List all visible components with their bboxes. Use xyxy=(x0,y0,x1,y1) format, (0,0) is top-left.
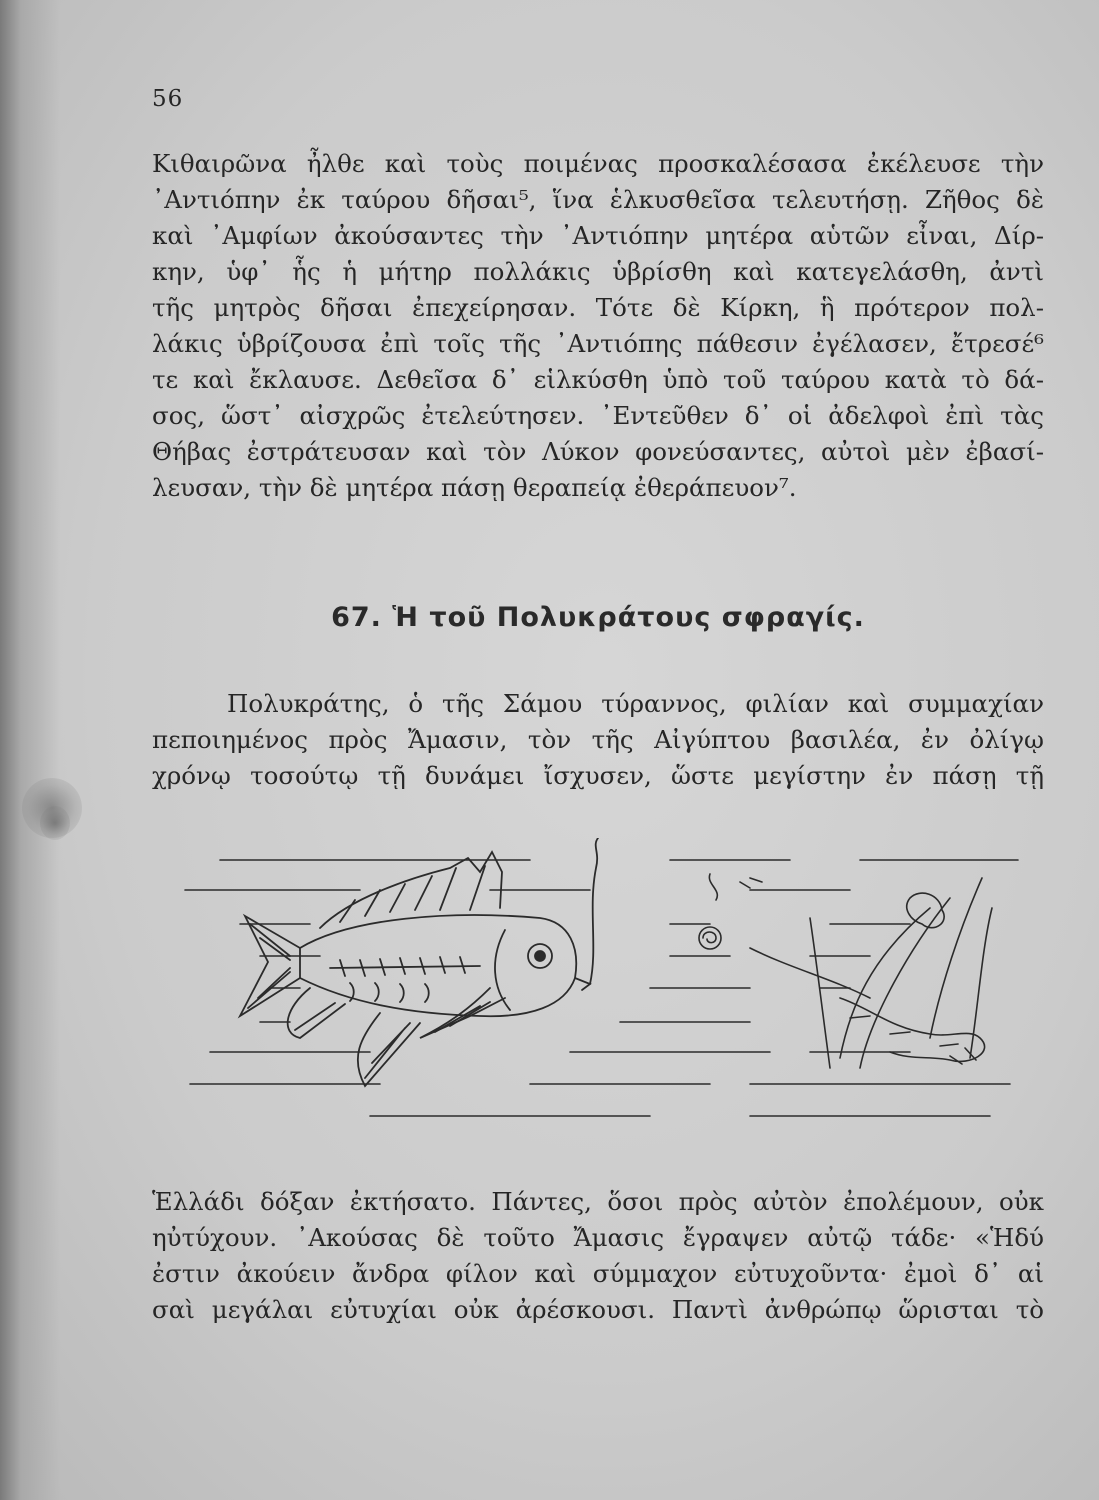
text-line: λάκις ὑβρίζουσα ἐπὶ τοῖς τῆς ᾿Αντιόπης πάθεσιν ἐγέλασεν, ἔτρεσέ⁶ xyxy=(152,329,1044,358)
text-line: χρόνῳ τοσούτῳ τῇ δυνάμει ἴσχυσεν, ὥστε μεγίστην ἐν πάσῃ τῇ xyxy=(152,761,1044,790)
paragraph-antiope xyxy=(152,146,1044,506)
page-binding-shadow xyxy=(0,0,60,1500)
bubbles xyxy=(709,874,762,900)
text-line: τῆς μητρὸς δῆσαι ἐπεχείρησαν. Τότε δὲ Κίρκη, ἣ πρότερον πολ- xyxy=(152,293,1044,322)
ink-stain xyxy=(40,806,70,840)
text-line: Πολυκράτης, ὁ τῆς Σάμου τύραννος, φιλίαν καὶ συμμαχίαν xyxy=(227,689,1044,718)
text-line: κην, ὑφ᾿ ἧς ἡ μήτηρ πολλάκις ὑβρίσθη καὶ κατεγελάσθη, ἀντὶ xyxy=(152,257,1044,286)
text-line: τε καὶ ἔκλαυσε. Δεθεῖσα δ᾿ εἱλκύσθη ὑπὸ τοῦ ταύρου κατὰ τὸ δά- xyxy=(152,365,1044,394)
seaweed xyxy=(750,878,992,1068)
text-line: πεποιημένος πρὸς Ἄμασιν, τὸν τῆς Αἰγύπτου βασιλέα, ἐν ὀλίγῳ xyxy=(152,725,1044,754)
text-line: Θήβας ἐστράτευσαν καὶ τὸν Λύκον φονεύσαντες, αὐτοὶ μὲν ἐβασί- xyxy=(152,437,1044,466)
text-line: σαὶ μεγάλαι εὐτυχίαι οὐκ ἀρέσκουσι. Παντὶ ἀνθρώπῳ ὥρισται τὸ xyxy=(152,1295,1044,1324)
text-line: ἐστιν ἀκούειν ἄνδρα φίλον καὶ σύμμαχον εὐτυχοῦντα· ἐμοὶ δ᾿ αἱ xyxy=(152,1259,1044,1288)
text-line: Ἑλλάδι δόξαν ἐκτήσατο. Πάντες, ὅσοι πρὸς αὐτὸν ἐπολέμουν, οὐκ xyxy=(152,1187,1044,1216)
text-line: λευσαν, τὴν δὲ μητέρα πάσῃ θεραπείᾳ ἐθεράπευον⁷. xyxy=(152,473,797,502)
text-line: ᾿Αντιόπην ἐκ ταύρου δῆσαι⁵, ἵνα ἑλκυσθεῖσα τελευτήσῃ. Ζῆθος δὲ xyxy=(152,185,1044,214)
text-line: καὶ ᾿Αμφίων ἀκούσαντες τὴν ᾿Αντιόπην μητέρα αὑτῶν εἶναι, Δίρ- xyxy=(152,221,1044,250)
snail xyxy=(699,927,721,949)
fish-illustration xyxy=(150,838,1030,1138)
page-number: 56 xyxy=(152,86,184,112)
text-line: σος, ὥστ᾿ αἰσχρῶς ἐτελεύτησεν. ᾿Εντεῦθεν δ᾿ οἱ ἀδελφοὶ ἐπὶ τὰς xyxy=(152,401,1044,430)
paragraph-polycrates-intro xyxy=(152,686,1044,794)
paragraph-amasis-letter xyxy=(152,1184,1044,1328)
text-line: Κιθαιρῶνα ἦλθε καὶ τοὺς ποιμένας προσκαλέσασα ἐκέλευσε τὴν xyxy=(152,149,1044,178)
text-line: ηὐτύχουν. ᾿Ακούσας δὲ τοῦτο Ἄμασις ἔγραψεν αὐτῷ τάδε· «Ἡδύ xyxy=(152,1223,1044,1252)
section-heading: 67. Ἡ τοῦ Πολυκράτους σφραγίς. xyxy=(331,602,865,633)
fish xyxy=(240,838,598,1086)
